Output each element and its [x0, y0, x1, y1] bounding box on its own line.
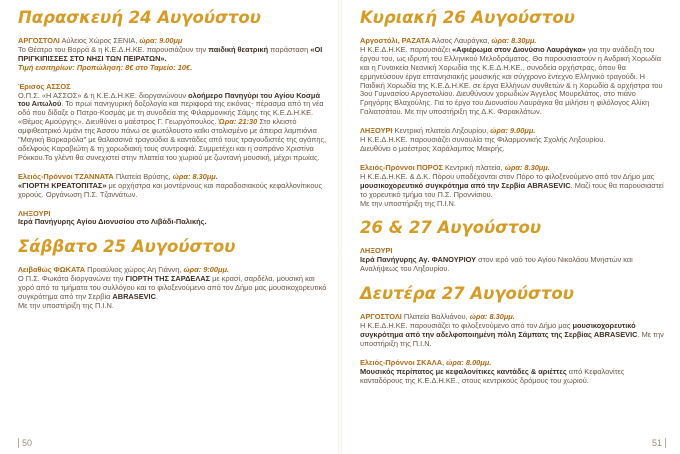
- right-page: [340, 0, 680, 454]
- event-highlight: Μουσικός περίπατος με κεφαλονίτικες καντάδες & αριέττες: [360, 366, 567, 376]
- event-location: Ελειός-Πρόννοι ΠΟΡΟΣ: [360, 162, 443, 172]
- event-time: ώρα: 9:00μμ.: [183, 265, 229, 275]
- day-heading-monday: Δευτέρα 27 Αυγούστου: [360, 284, 574, 304]
- event-lixouri-fanourios: [360, 247, 666, 274]
- page-number-left: 50: [18, 438, 32, 448]
- event-venue: Πλατεία Βαλλιάνου,: [401, 312, 470, 322]
- event-text: . Μαζί τους θα παρουσιαστεί το χορευτικό τμήμα του Π.Σ. Προννίσιου.: [360, 180, 664, 199]
- event-location: ΑΡΓΟΣΤΟΛΙ: [360, 312, 402, 322]
- event-lixouri-livadi: [18, 210, 332, 228]
- day-heading-friday: Παρασκευή 24 Αυγούστου: [18, 8, 261, 27]
- event-venue: Κεντρική πλατεία,: [442, 162, 505, 172]
- event-location: Λειβαθώς ΦΩΚΑΤΑ: [18, 265, 86, 275]
- event-text: με κρασί, σαρδέλα, μουσική και χορό από τα τμήματα του συλλόγου και το φιλοξενούμενο από τον Δήμο μας μουσικοχορευτικό συγκρότημα από την Σερβία: [18, 274, 327, 302]
- event-location: Ελειός-Πρόννοι ΣΚΑΛΑ: [360, 357, 443, 367]
- event-text: παράσταση: [270, 44, 311, 54]
- event-support: Με την υποστήριξη της Π.Ι.Ν.: [18, 300, 114, 310]
- event-time: ώρα: 8.30μμ.: [172, 171, 218, 181]
- event-text: .: [155, 292, 159, 302]
- event-text: για την ανάδειξη του έργου του, ως ιδρυτή του Ελληνικού Μελοδράματος. Θα παρουσιαστούν η Ανδρική Χορωδία και η Γυναικεία Νεανική Χορωδία της Κ.Ε.Δ.Η.ΚΕ., συνοδεία ορχήστρας, όπου θα ερμηνεύσουν έργα επτανησιακής μουσικής και σύγχρονο έντεχνο Ελληνικό τραγούδι. Η Παιδική Χορωδία της Κ.Ε.Δ.Η.ΚΕ. σε έργα Ελλήνων συνθετών & η Χορωδία & ορχήστρα του 3ου Γυμνασίου Αργοστολίου. Διευθύνουν χορωδιών Άγγελος Μουρελάτος, στο πιάνο Γρηγόρης Βλαχούλης. Για το έργο του Διονυσίου Λαυράγκα θα μιλήσει η φιλόλογος Αλίκη Γαλιατσάτου. Με την υποστήριξη της Δ.Κ. Φαρακλάτων.: [360, 44, 663, 117]
- event-text: στον ιερό ναό του Αγίου Νικολάου Μνηστών και Αναλήψεως του Ληξουρίου.: [360, 255, 633, 274]
- event-venue: Πλατεία Βρύσης,: [113, 171, 173, 181]
- day-heading-saturday: Σάββατο 25 Αυγούστου: [18, 237, 236, 257]
- event-time: ώρα: 9.00μμ: [139, 36, 183, 45]
- event-fokata-sardine: [18, 266, 332, 311]
- event-highlight: «ΓΙΟΡΤΗ ΚΡΕΑΤΟΠΙΤΑΣ»: [18, 180, 107, 190]
- event-highlight: μουσικοχορευτικό συγκρότημα από την Σερβία ABRASEVIC: [360, 180, 571, 190]
- event-support: Με την υποστήριξη της Π.Ι.Ν.: [360, 198, 456, 208]
- event-text: Ο Π.Σ. Φωκάτα διοργανώνει την: [18, 274, 126, 284]
- event-poros-abrasevic: [360, 164, 666, 209]
- event-text: Στο κλειστό αμφιθεατρικό λιμάνι της Άσσου πάνω σε φωτόλουστο καΐκι στολισμένο με άπειρα λαμπιόνια "Μαγική Βαρκαρόλα" με θαλασσινά τραγούδια & καντάδες από τους τραγουδιστές της αγάπης, αδελφούς Καραβιώτη & τη χορωδιακή τους συντροφιά. Συμμετέχει και η σοπράνο Χριστίνα Ρόκκου.Το γλέντι θα συνεχιστεί στην πλατεία του χωριού με ζωντανή μουσική, μέχρι πρωίας.: [18, 117, 327, 162]
- event-text: Η Κ.Ε.Δ.Η.ΚΕ. παρουσιάζει: [360, 44, 453, 54]
- event-time: ώρα: 8.30μμ.: [491, 36, 537, 45]
- event-text: με ορχήστρα και μοντέρνους και παραδοσιακούς κεφαλλονίτικους χορούς. Οργάνωση Π.Σ. Τζαννάτων.: [18, 180, 323, 199]
- event-skala-serenades: Ελειός-Πρόννοι ΣΚΑΛΑ, ώρα: 8.00μμ. Μουσικός περίπατος με κεφαλονίτικες καντάδες & αριέττες από Κεφαλονίτες κανταδόρους της Κ.Ε.Δ.Η.ΚΕ., στους κεντρικούς δρόμους του χωριού.: [360, 357, 625, 385]
- event-razata-lavrangas: [360, 37, 666, 117]
- event-time: Ώρα: 21:30: [218, 117, 258, 127]
- event-venue: Προαύλιος χώρος Αη Γιάννη,: [85, 265, 184, 275]
- event-lixouri-concert: [360, 127, 666, 154]
- event-highlight: Ιερά Πανήγυρης Αγ. ΦΑΝΟΥΡΙΟΥ: [360, 255, 477, 265]
- event-highlight: «ΟΙ ΠΡΙΓΚΙΠΙΣΣΕΣ ΣΤΟ ΝΗΣΙ ΤΩΝ ΠΕΙΡΑΤΩΝ».: [18, 44, 323, 63]
- event-venue: Άλσος Λαυράγκα,: [429, 36, 492, 45]
- event-tzannata: [18, 173, 332, 200]
- event-text: Ο.Π.Σ. «Η ΑΣΣΟΣ» & η Κ.Ε.Δ.Η.ΚΕ. διοργανώνουν: [18, 90, 189, 100]
- event-location: Ελειός-Πρόννοι ΤΖΑΝΝΑΤΑ: [18, 171, 114, 181]
- event-location: ΛΗΞΟΥΡΙ: [360, 246, 393, 256]
- event-highlight: «Αφιέρωμα στον Διονύσιο Λαυράγκα»: [452, 44, 586, 54]
- event-highlight: ολοήμερο Πανηγύρι του Αγίου Κοσμά του Αιτωλού: [18, 90, 320, 109]
- event-location: ΑΡΓΟΣΤΟΛΙ: [18, 36, 60, 45]
- event-text: Ιερά Πανήγυρης Αγίου Διονυσίου στο Λιβάδι-Παλικής.: [18, 217, 207, 227]
- event-location: ΛΗΞΟΥΡΙ: [18, 208, 51, 218]
- event-text: Η Κ.Ε.Δ.Η.ΚΕ. παρουσιάζει το φιλοξενούμενο από τον Δήμο μας: [360, 321, 573, 331]
- event-text: . Με την υποστήριξη της Π.Ι.Ν.: [360, 329, 664, 348]
- event-time: ώρα: 9.00μμ.: [490, 126, 536, 136]
- event-time: ώρα: 8.00μμ.: [446, 357, 492, 367]
- page-number-right: 51: [652, 438, 666, 448]
- event-text: Διευθύνει ο μαέστρος Χαράλαμπος Μακρής.: [360, 143, 505, 153]
- event-time: ώρα: 8.30μμ.: [504, 162, 550, 172]
- event-venue: Αύλειος Χώρος ΣΕΝΙΑ,: [59, 36, 140, 45]
- event-location: Αργοστόλι, ΡΑΖΑΤΑ: [360, 36, 430, 45]
- event-text: Η Κ.Ε.Δ.Η.ΚΕ. παρουσιάζει συναυλία της Φιλαρμονικής Σχολής Ληξουρίου.: [360, 135, 606, 145]
- event-highlight: παιδική θεατρική: [208, 44, 269, 54]
- event-highlight: ABRASEVIC: [112, 292, 156, 302]
- event-text: από Κεφαλονίτες κανταδόρους της Κ.Ε.Δ.Η.ΚΕ., στους κεντρικούς δρόμους του χωριού.: [360, 366, 625, 385]
- event-text: Η Κ.Ε.Δ.Η.ΚΕ. & Δ.Κ. Πόρου υποδέχονται στον Πόρο το φιλοξενούμενο από τον Δήμο μας: [360, 171, 655, 181]
- day-heading-sunday: Κυριακή 26 Αυγούστου: [360, 8, 575, 27]
- event-venue: Κεντρική πλατεία Ληξουρίου,: [392, 126, 491, 136]
- event-highlight: ΓΙΟΡΤΗ ΤΗΣ ΣΑΡΔΕΛΑΣ: [125, 274, 211, 284]
- event-argostoli-abrasevic: [360, 313, 666, 349]
- event-assos-festival: [18, 83, 332, 163]
- event-text: Το Θέατρο του Βορρά & η Κ.Ε.Δ.Η.ΚΕ. παρουσιάζουν την: [18, 44, 209, 54]
- event-location: Έρισος ΑΣΣΟΣ: [18, 81, 71, 91]
- event-time: ώρα: 8.30μμ.: [469, 312, 515, 322]
- day-heading-range: 26 & 27 Αυγούστου: [360, 218, 542, 238]
- ticket-prices: Τιμή εισιτηρίων: Προπώληση: 8€ στο Ταμείο: 10€.: [18, 62, 193, 72]
- event-argostoli-theatre: [18, 37, 332, 73]
- event-location: ΛΗΞΟΥΡΙ: [360, 126, 393, 136]
- event-highlight: μουσικοχορευτικό συγκρότημα από την αδελφοποιημένη πόλη Σάμπατς της Σερβίας ABRASEVIC: [360, 321, 638, 339]
- event-text: . Το πρωί πανηγυρική δοξολογία και περιφορά της εικόνας- πέρασμα από τη νέα οδό που δίδαξε ο Πατρο-Κοσμάς με τη συνοδεία της Φιλαρμονικής Σάμης της Κ.Ε.Δ.Η.ΚΕ. «Θέμος Αμούργης». Διευθύνει ο μαέστρος Γ. Γεωργόπουλος.: [18, 99, 324, 127]
